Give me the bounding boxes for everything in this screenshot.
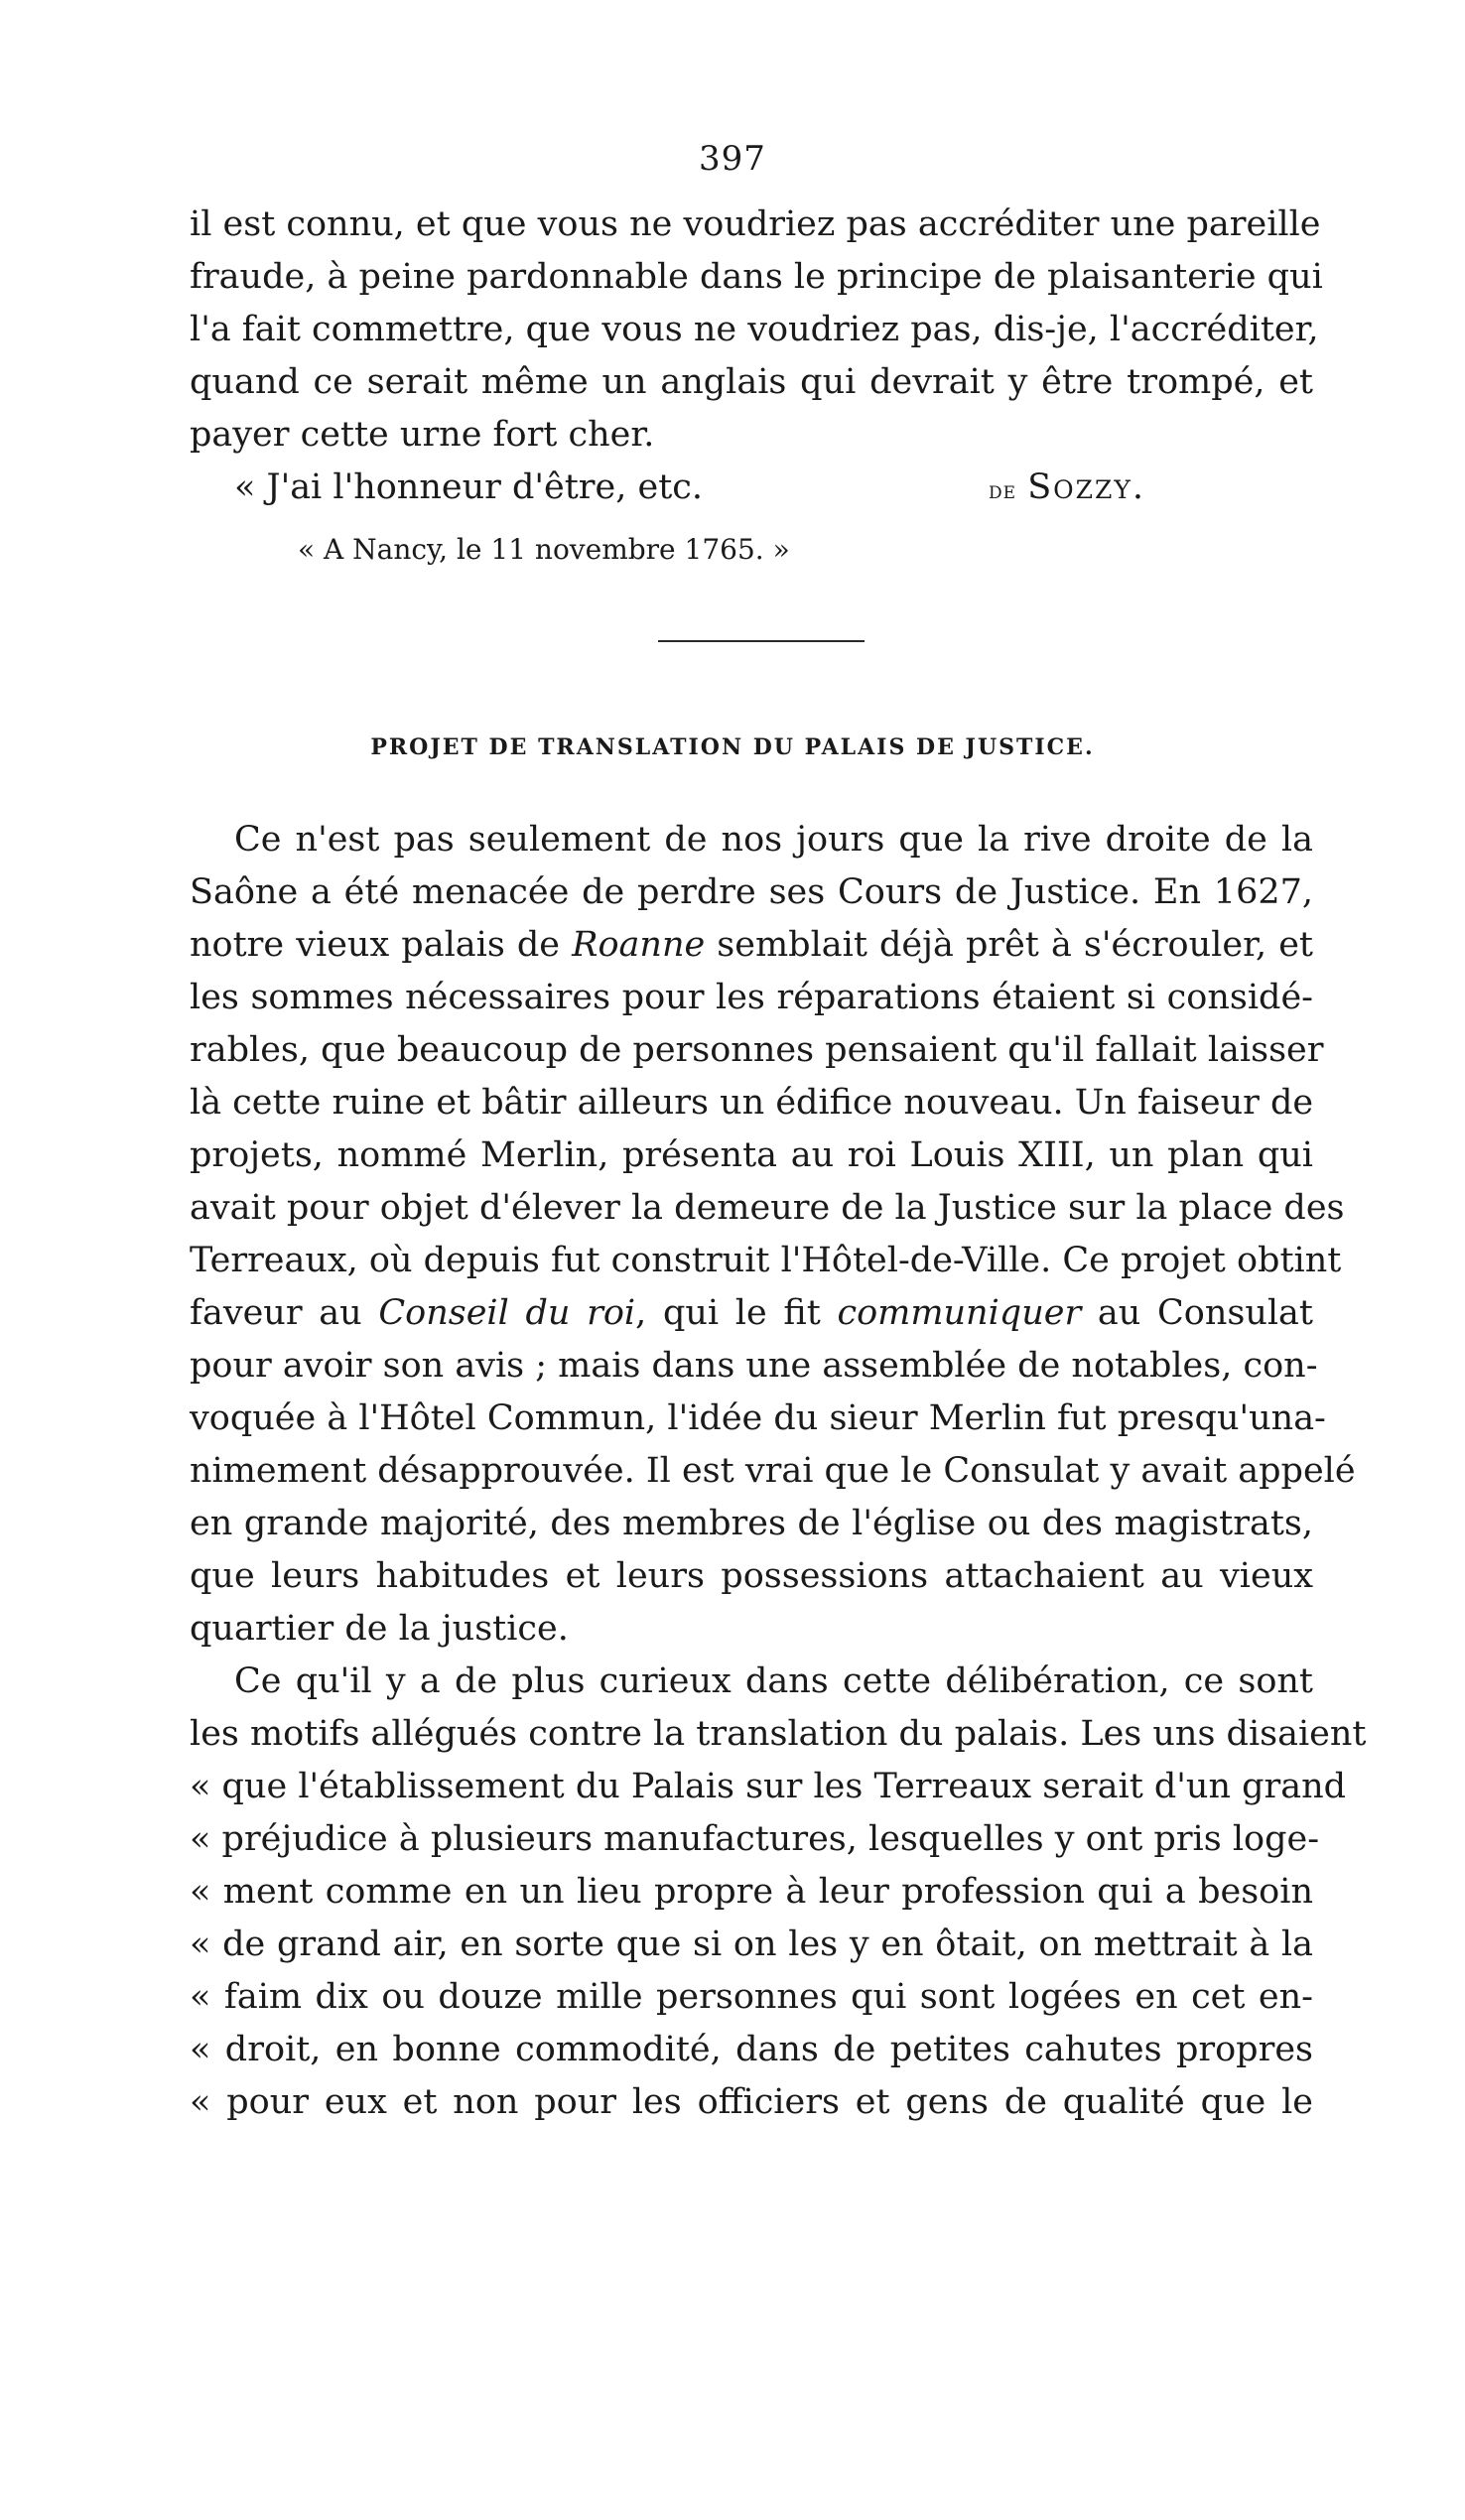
- section-divider: [658, 640, 865, 642]
- letter-signature: [989, 462, 1145, 517]
- text-line: Ce n'est pas seulement de nos jours que la rive droite de la: [234, 820, 1313, 860]
- text-line: fraude, à peine pardonnable dans le principe de plaisanterie qui: [190, 257, 1323, 297]
- text-line: là cette ruine et bâtir ailleurs un édifice nouveau. Un faiseur de: [190, 1083, 1314, 1123]
- text-line: projets, nommé Merlin, présenta au roi Louis XIII, un plan qui: [190, 1135, 1313, 1175]
- text-line: « droit, en bonne commodité, dans de petites cahutes propres: [190, 2030, 1313, 2069]
- text-line: faveur au Conseil du roi, qui le fit communiquer au Consulat: [190, 1293, 1313, 1333]
- text-line: en grande majorité, des membres de l'église ou des magistrats,: [190, 1504, 1313, 1543]
- text-line: Saône a été menacée de perdre ses Cours de Justice. En 1627,: [190, 872, 1313, 912]
- text-line: Ce qu'il y a de plus curieux dans cette délibération, ce sont: [234, 1661, 1313, 1701]
- section-heading: PROJET DE TRANSLATION DU PALAIS DE JUSTICE.: [370, 734, 1095, 760]
- text-line: avait pour objet d'élever la demeure de la Justice sur la place des: [190, 1188, 1345, 1228]
- text-line: « faim dix ou douze mille personnes qui sont logées en cet en-: [190, 1977, 1313, 2017]
- text-line: « de grand air, en sorte que si on les y en ôtait, on mettrait à la: [190, 1924, 1313, 1964]
- text-line: l'a fait commettre, que vous ne voudriez pas, dis-je, l'accréditer,: [190, 310, 1319, 349]
- page-number: 397: [699, 139, 766, 179]
- letter-greeting: « J'ai l'honneur d'être, etc.: [234, 467, 704, 507]
- text-line: quartier de la justice.: [190, 1609, 569, 1649]
- signature-name: Sozzy.: [1027, 467, 1146, 507]
- text-line: quand ce serait même un anglais qui devrait y être trompé, et: [190, 362, 1313, 402]
- letter-signoff: [234, 462, 1147, 514]
- text-line: « que l'établissement du Palais sur les Terreaux serait d'un grand: [190, 1767, 1347, 1806]
- text-line: que leurs habitudes et leurs possessions attachaient au vieux: [190, 1556, 1313, 1596]
- text-line: les sommes nécessaires pour les réparations étaient si considé-: [190, 978, 1313, 1017]
- letter-dateline: « A Nancy, le 11 novembre 1765. »: [298, 533, 790, 566]
- text-line: notre vieux palais de Roanne semblait déjà prêt à s'écrouler, et: [190, 925, 1313, 965]
- text-line: Terreaux, où depuis fut construit l'Hôtel-de-Ville. Ce projet obtint: [190, 1241, 1342, 1280]
- text-line: voquée à l'Hôtel Commun, l'idée du sieur Merlin fut presqu'una-: [190, 1398, 1326, 1438]
- text-line: rables, que beaucoup de personnes pensaient qu'il fallait laisser: [190, 1030, 1324, 1070]
- text-line: il est connu, et que vous ne voudriez pas accréditer une pareille: [190, 204, 1321, 244]
- text-line: pour avoir son avis ; mais dans une assemblée de notables, con-: [190, 1346, 1318, 1386]
- text-line: payer cette urne fort cher.: [190, 415, 655, 455]
- signature-prefix: de: [989, 476, 1017, 504]
- text-line: « préjudice à plusieurs manufactures, lesquelles y ont pris loge-: [190, 1819, 1320, 1859]
- text-line: les motifs allégués contre la translation du palais. Les uns disaient: [190, 1714, 1367, 1754]
- letter-closing-text: [190, 199, 1323, 462]
- text-line: « pour eux et non pour les officiers et gens de qualité que le: [190, 2082, 1313, 2122]
- text-line: nimement désapprouvée. Il est vrai que le Consulat y avait appelé: [190, 1451, 1356, 1491]
- section-body: [190, 814, 1367, 2129]
- text-line: « ment comme en un lieu propre à leur profession qui a besoin: [190, 1872, 1313, 1912]
